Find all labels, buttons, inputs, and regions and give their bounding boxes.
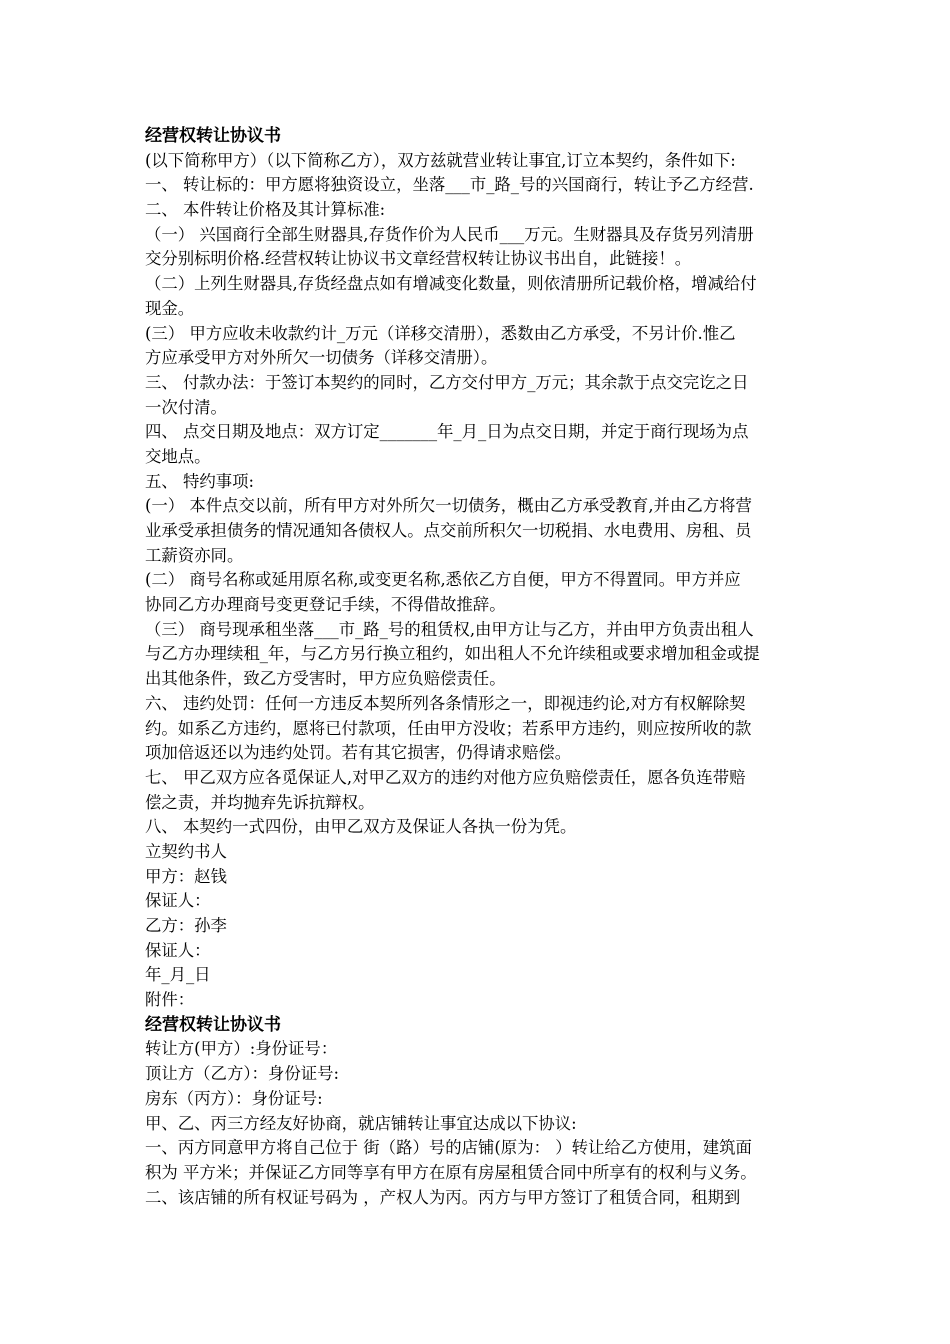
- text-line: 房东（丙方）：身份证号:: [145, 1088, 323, 1108]
- text-line: 乙方：孙李: [145, 916, 227, 935]
- text-line: (以下简称甲方）（以下简称乙方），双方兹就营业转让事宜,订立本契约，条件如下:: [145, 150, 736, 170]
- text-line: 约。如系乙方违约，愿将已付款项，任由甲方没收；若系甲方违约，则应按所收的款: [145, 718, 752, 738]
- document-page: [145, 124, 809, 1210]
- text-line: 四、 点交日期及地点：双方订定_______年_月_日为点交日期，并定于商行现场为点: [145, 422, 749, 442]
- text-line: 八、 本契约一式四份，由甲乙双方及保证人各执一份为凭。: [145, 817, 577, 837]
- text-line: 项加倍返还以为违约处罚。若有其它损害，仍得请求赔偿。: [145, 743, 572, 763]
- text-line: 出其他条件，致乙方受害时，甲方应负赔偿责任。: [145, 669, 506, 689]
- text-line: 六、 违约处罚：任何一方违反本契所列各条情形之一，即视违约论,对方有权解除契: [145, 693, 746, 713]
- document-title: 经营权转让协议书: [145, 126, 281, 146]
- text-line: 一次付清。: [145, 397, 227, 417]
- text-line: 甲、乙、丙三方经友好协商，就店铺转让事宜达成以下协议:: [145, 1113, 577, 1133]
- text-line: 二、 本件转让价格及其计算标准:: [145, 200, 386, 220]
- text-line: 七、 甲乙双方应各觅保证人,对甲乙双方的违约对他方应负赔偿责任，愿各负连带赔: [145, 767, 746, 787]
- text-line: （三） 商号现承租坐落___市_路_号的租赁权,由甲方让与乙方，并由甲方负责出租人: [145, 619, 754, 639]
- text-line: (一） 本件点交以前，所有甲方对外所欠一切债务，概由乙方承受教育,并由乙方将营: [145, 496, 752, 516]
- text-line: 保证人：: [145, 891, 211, 911]
- text-line: 年_月_日: [145, 965, 211, 985]
- text-line: （二）上列生财器具,存货经盘点如有增减变化数量，则依清册所记载价格，增减给付: [145, 274, 757, 294]
- text-line: 协同乙方办理商号变更登记手续，不得借故推辞。: [145, 595, 506, 615]
- text-line: 与乙方办理续租_年，与乙方另行换立租约，如出租人不允许续租或要求增加租金或提: [145, 644, 760, 664]
- text-line: (三） 甲方应收未收款约计_万元（详移交清册），悉数由乙方承受，不另计价.惟乙: [145, 323, 736, 343]
- text-line: 三、 付款办法：于签订本契约的同时，乙方交付甲方_万元；其余款于点交完讫之日: [145, 372, 749, 392]
- text-line: 一、 转让标的：甲方愿将独资设立，坐落___市_路_号的兴国商行，转让予乙方经营.: [145, 175, 754, 195]
- text-line: 立契约书人: [145, 841, 227, 861]
- text-line: 方应承受甲方对外所欠一切债务（详移交清册）。: [145, 348, 498, 368]
- text-line: 附件：: [145, 990, 195, 1010]
- text-line: 顶让方（乙方）：身份证号:: [145, 1064, 340, 1084]
- text-line: 交分别标明价格.经营权转让协议书文章经营权转让协议书出自，此链接！。: [145, 249, 692, 269]
- text-line: 转让方(甲方）:身份证号：: [145, 1039, 338, 1059]
- text-line: 二、该店铺的所有权证号码为 ，产权人为丙。丙方与甲方签订了租赁合同，租期到: [145, 1187, 741, 1207]
- text-line: 业承受承担债务的情况通知各债权人。点交前所积欠一切税捐、水电费用、房租、员: [145, 521, 752, 540]
- second-document-title: 经营权转让协议书: [145, 1014, 281, 1035]
- text-line: 偿之责，并均抛弃先诉抗辩权。: [145, 792, 375, 812]
- text-line: 积为 平方米；并保证乙方同等享有甲方在原有房屋租赁合同中所享有的权利与义务。: [145, 1162, 757, 1182]
- text-line: 甲方：赵钱: [145, 866, 227, 886]
- text-line: 交地点。: [145, 446, 211, 466]
- text-line: (二） 商号名称或延用原名称,或变更名称,悉依乙方自便，甲方不得置同。甲方并应: [145, 570, 741, 590]
- text-line: （一） 兴国商行全部生财器具,存货作价为人民币___万元。生财器具及存货另列清册: [145, 224, 754, 244]
- text-line: 一、丙方同意甲方将自己位于 街（路）号的店铺(原为： ）转让给乙方使用，建筑面: [145, 1138, 752, 1158]
- text-line: 工薪资亦同。: [145, 545, 244, 565]
- text-line: 现金。: [145, 298, 195, 318]
- text-line: 保证人：: [145, 940, 211, 960]
- text-line: 五、 特约事项:: [145, 471, 255, 491]
